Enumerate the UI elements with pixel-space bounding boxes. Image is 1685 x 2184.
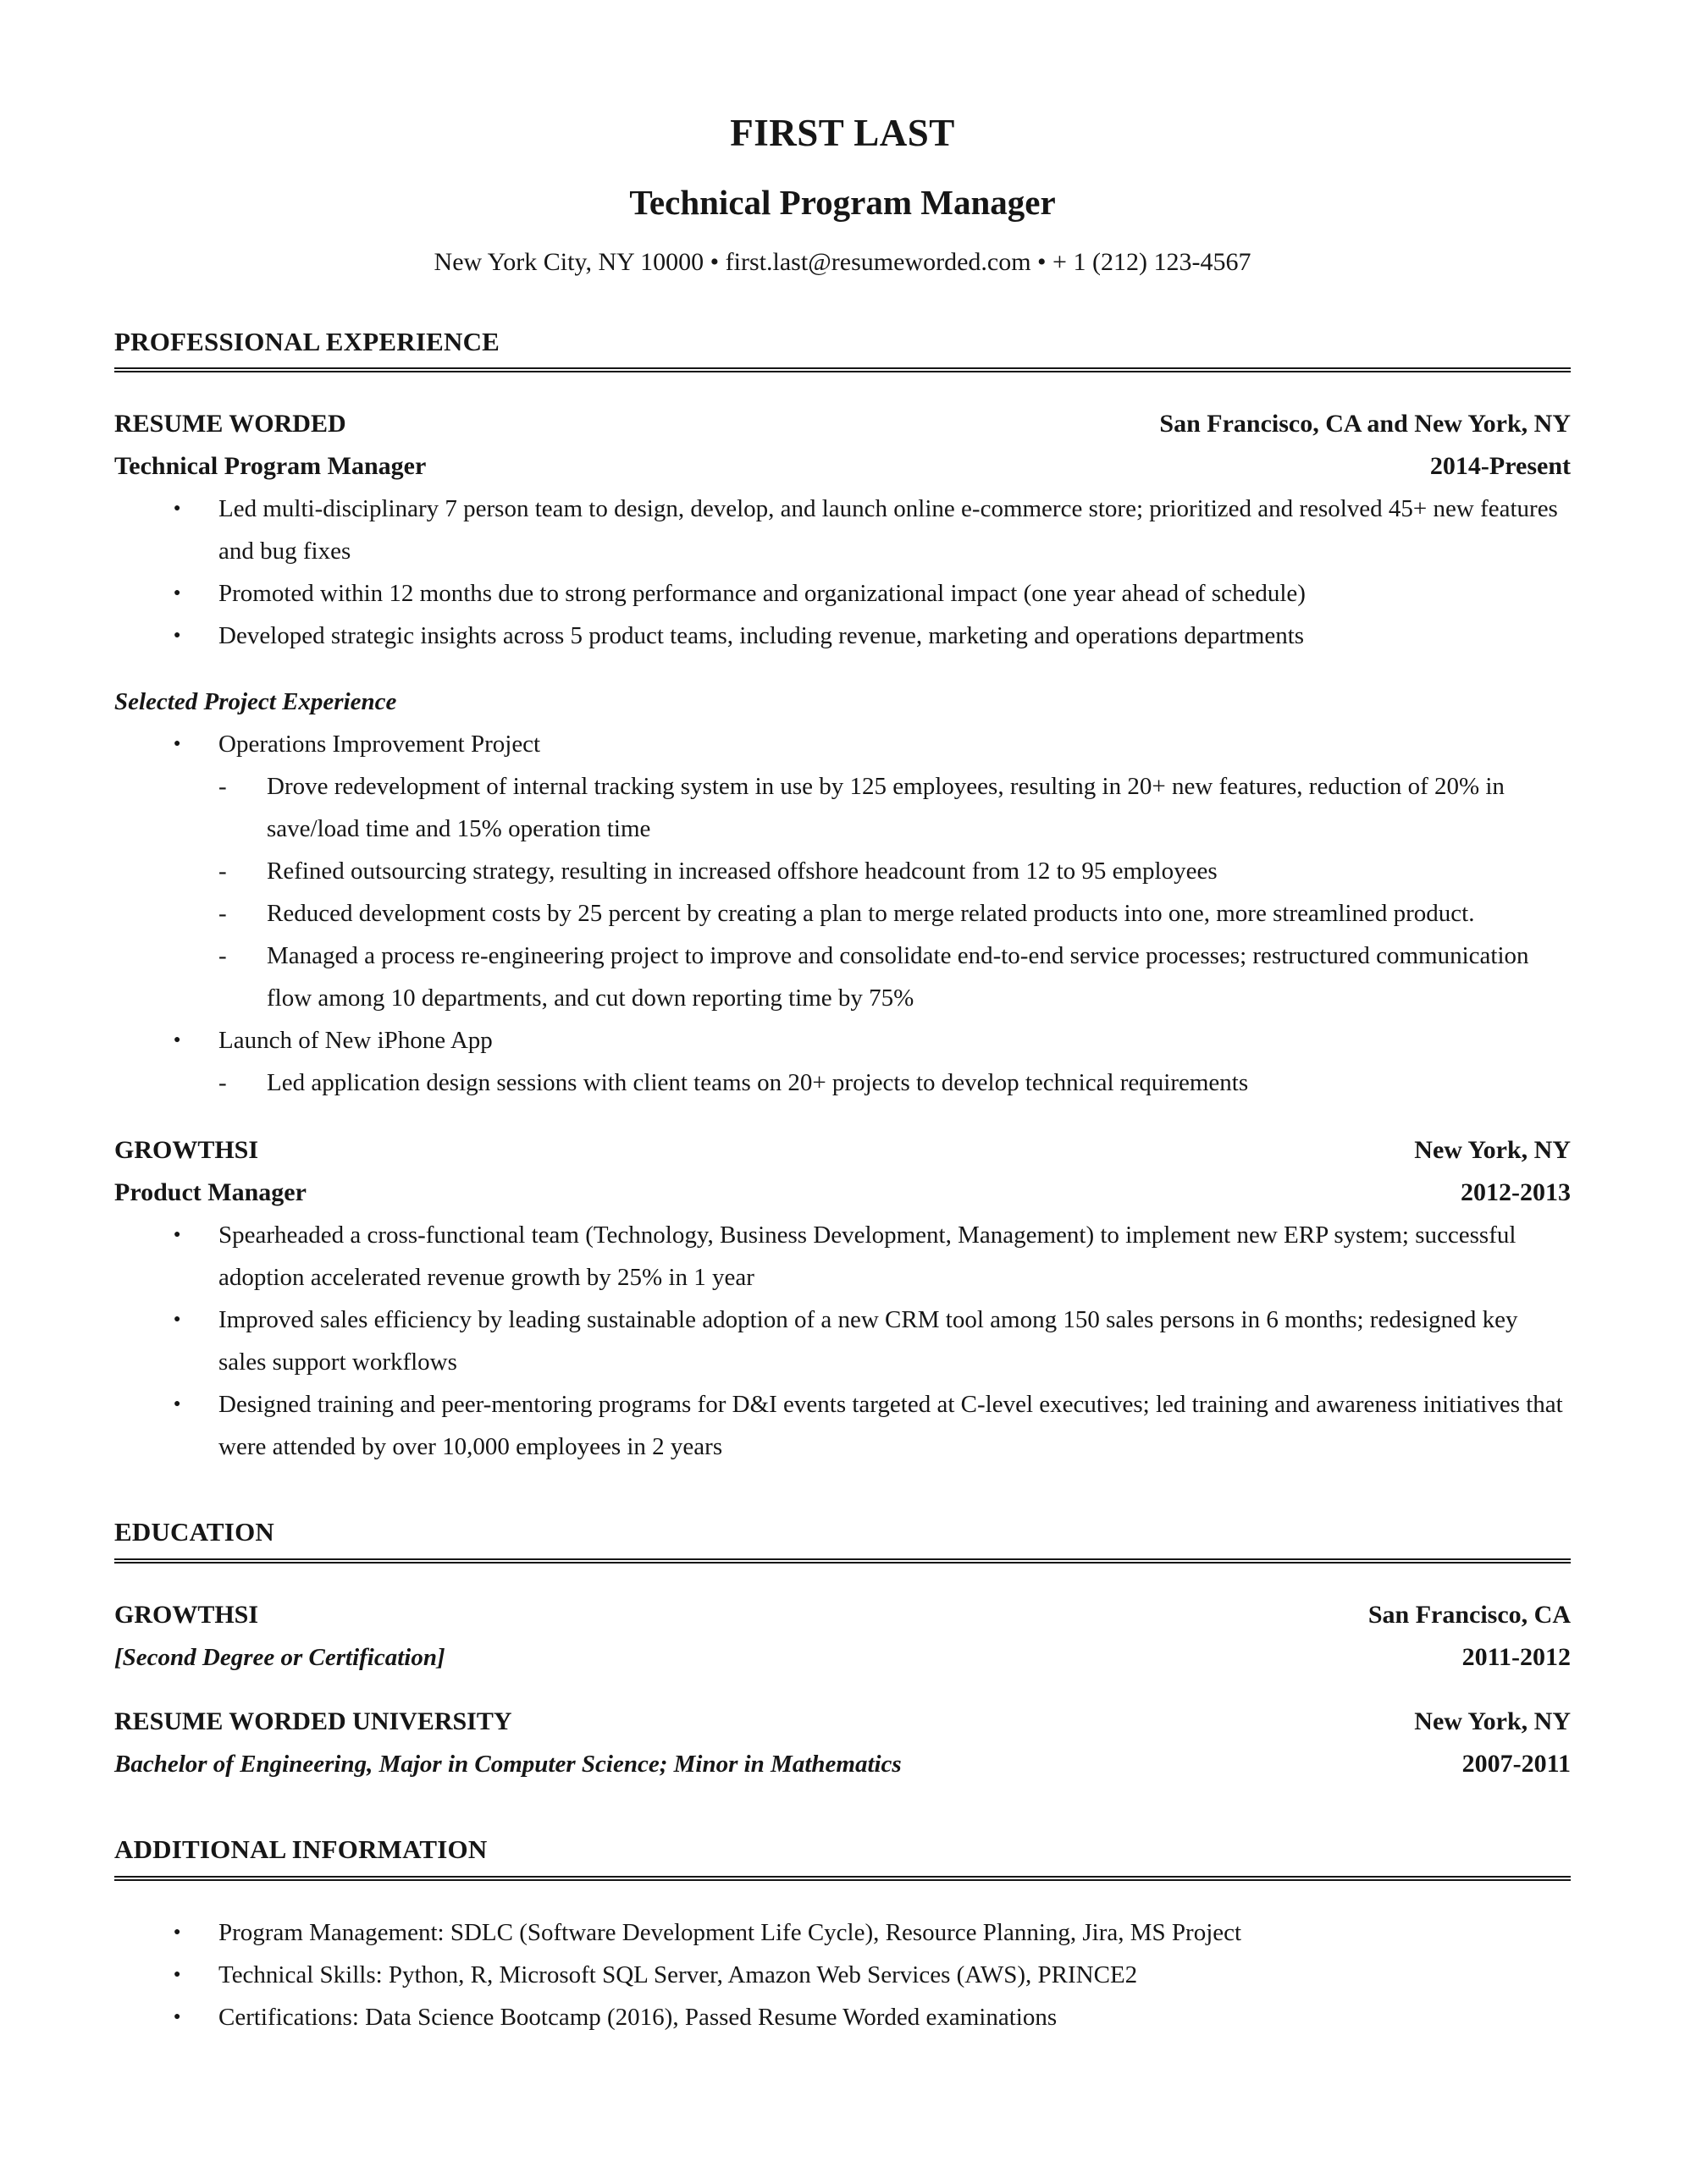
detail-text: Led application design sessions with client teams on 20+ projects to develop technical requirements xyxy=(267,1069,1249,1097)
job-dates: 2012-2013 xyxy=(1461,1178,1571,1207)
bullet-marker: ● xyxy=(174,1228,181,1242)
education-entry-resume-worded-university xyxy=(114,1701,1571,1785)
project-detail xyxy=(114,935,1571,1019)
dash-marker: - xyxy=(218,942,227,970)
additional-info-bullet xyxy=(114,1911,1571,1954)
experience-bullet xyxy=(114,1383,1571,1468)
bullet-text: Certifications: Data Science Bootcamp (2016), Passed Resume Worded examinations xyxy=(218,2003,1058,2031)
bullet-marker: ● xyxy=(174,1925,181,1939)
project-detail-list xyxy=(114,1062,1571,1104)
company-name: GROWTHSI xyxy=(114,1136,259,1165)
additional-info-bullet xyxy=(114,1954,1571,1996)
contact-line: New York City, NY 10000 • first.last@resumeworded.com • + 1 (212) 123-4567 xyxy=(434,247,1251,276)
professional-experience-heading: PROFESSIONAL EXPERIENCE xyxy=(114,326,500,356)
section-professional-experience xyxy=(114,327,1571,1469)
project-name: Operations Improvement Project xyxy=(218,731,541,758)
degree-name: Bachelor of Engineering, Major in Computer Science; Minor in Mathematics xyxy=(114,1750,902,1778)
project-detail xyxy=(114,892,1571,935)
degree-dates: 2007-2011 xyxy=(1461,1749,1571,1778)
bullet-marker: ● xyxy=(174,1967,181,1981)
detail-text: Reduced development costs by 25 percent by creating a plan to merge related products into one, more streamlined product. xyxy=(267,900,1475,928)
candidate-title: Technical Program Manager xyxy=(629,182,1056,222)
job-role: Technical Program Manager xyxy=(114,452,427,481)
experience-bullet xyxy=(114,488,1571,572)
dash-marker: - xyxy=(218,858,227,885)
bullet-marker: ● xyxy=(174,737,181,751)
education-heading: EDUCATION xyxy=(114,1517,274,1547)
additional-info-list xyxy=(114,1911,1571,2038)
degree-dates: 2011-2012 xyxy=(1461,1642,1571,1671)
section-rule xyxy=(114,1558,1571,1564)
school-row xyxy=(114,1594,1571,1636)
job-role: Product Manager xyxy=(114,1178,307,1207)
additional-information-heading: ADDITIONAL INFORMATION xyxy=(114,1834,488,1864)
bullet-marker: ● xyxy=(174,502,181,516)
job-role-row xyxy=(114,445,1571,488)
bullet-text: Program Management: SDLC (Software Development Life Cycle), Resource Planning, Jira, MS Project xyxy=(218,1918,1242,1946)
project-detail xyxy=(114,850,1571,892)
subsection-heading: Selected Project Experience xyxy=(114,688,397,716)
job-bullet-list xyxy=(114,488,1571,657)
bullet-marker: ● xyxy=(174,2010,181,2023)
experience-bullet xyxy=(114,1299,1571,1383)
candidate-name: FIRST LAST xyxy=(730,112,955,154)
bullet-marker: ● xyxy=(174,629,181,643)
job-resume-worded xyxy=(114,403,1571,1104)
bullet-text: Spearheaded a cross-functional team (Technology, Business Development, Management) to implement new ERP system; successful adoption accelerated revenue growth by 25% in 1 year xyxy=(218,1222,1516,1292)
section-additional-information xyxy=(114,1834,1571,2038)
job-growthsi xyxy=(114,1129,1571,1468)
additional-info-bullet xyxy=(114,1996,1571,2038)
degree-name: [Second Degree or Certification] xyxy=(114,1643,445,1671)
company-name: RESUME WORDED xyxy=(114,410,346,438)
school-name: RESUME WORDED UNIVERSITY xyxy=(114,1707,512,1735)
experience-bullet xyxy=(114,1214,1571,1299)
dash-marker: - xyxy=(218,773,227,801)
project-list xyxy=(114,723,1571,765)
job-company-row xyxy=(114,1129,1571,1172)
project-detail xyxy=(114,1062,1571,1104)
school-location: San Francisco, CA xyxy=(1367,1600,1571,1629)
job-role-row xyxy=(114,1172,1571,1214)
dash-marker: - xyxy=(218,1069,227,1097)
project-item xyxy=(114,1019,1571,1062)
job-dates: 2014-Present xyxy=(1429,452,1571,481)
school-name: GROWTHSI xyxy=(114,1600,259,1629)
resume-header xyxy=(114,113,1571,278)
bullet-marker: ● xyxy=(174,1313,181,1326)
project-detail-list xyxy=(114,765,1571,1019)
bullet-marker: ● xyxy=(174,1034,181,1047)
bullet-text: Technical Skills: Python, R, Microsoft SQL Server, Amazon Web Services (AWS), PRINCE2 xyxy=(218,1961,1138,1988)
school-location: New York, NY xyxy=(1414,1707,1571,1735)
detail-text: Drove redevelopment of internal tracking system in use by 125 employees, resulting in 20+ new features, reduction of 20% in save/load time and 15% operation time xyxy=(267,773,1505,843)
company-location: San Francisco, CA and New York, NY xyxy=(1159,410,1571,438)
bullet-marker: ● xyxy=(174,587,181,600)
project-name: Launch of New iPhone App xyxy=(218,1027,493,1055)
project-list xyxy=(114,1019,1571,1062)
bullet-text: Led multi-disciplinary 7 person team to design, develop, and launch online e-commerce store; prioritized and resolved 45+ new features and bug fixes xyxy=(218,495,1558,565)
job-company-row xyxy=(114,403,1571,445)
bullet-text: Improved sales efficiency by leading sustainable adoption of a new CRM tool among 150 sales persons in 6 months; redesigned key sales support workflows xyxy=(218,1306,1518,1376)
education-entry-growthsi xyxy=(114,1594,1571,1679)
dash-marker: - xyxy=(218,900,227,928)
experience-bullet xyxy=(114,615,1571,657)
detail-text: Managed a process re-engineering project to improve and consolidate end-to-end service processes; restructured communication flow among 10 departments, and cut down reporting time by 75% xyxy=(267,942,1529,1012)
degree-row xyxy=(114,1743,1571,1785)
bullet-text: Developed strategic insights across 5 product teams, including revenue, marketing and operations departments xyxy=(218,622,1305,650)
project-detail xyxy=(114,765,1571,850)
experience-bullet xyxy=(114,572,1571,615)
bullet-marker: ● xyxy=(174,1398,181,1411)
section-rule xyxy=(114,1876,1571,1881)
section-education xyxy=(114,1517,1571,1785)
company-location: New York, NY xyxy=(1414,1136,1571,1165)
project-item xyxy=(114,723,1571,765)
degree-row xyxy=(114,1636,1571,1679)
bullet-text: Designed training and peer-mentoring programs for D&I events targeted at C-level executives; led training and awareness initiatives that were attended by over 10,000 employees in 2 years xyxy=(218,1391,1563,1461)
bullet-text: Promoted within 12 months due to strong performance and organizational impact (one year ahead of schedule) xyxy=(218,580,1306,608)
section-rule xyxy=(114,367,1571,372)
school-row xyxy=(114,1701,1571,1743)
job-bullet-list xyxy=(114,1214,1571,1468)
detail-text: Refined outsourcing strategy, resulting in increased offshore headcount from 12 to 95 employees xyxy=(267,858,1218,885)
